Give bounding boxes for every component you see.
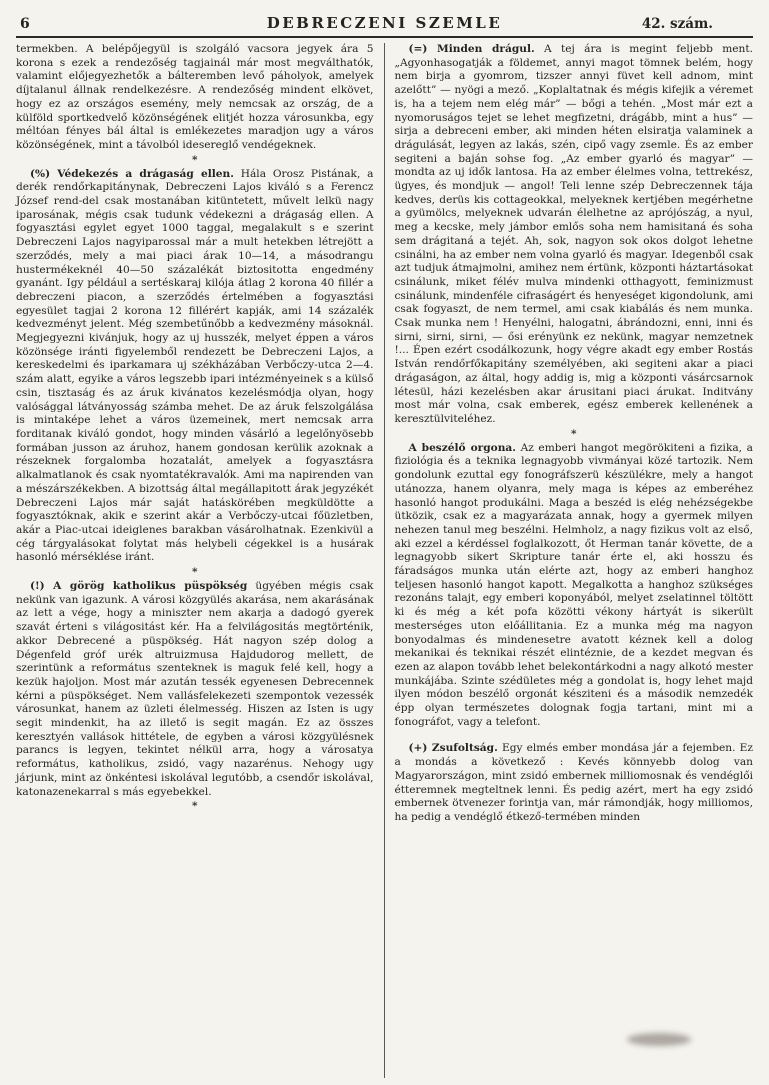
article-body: Az emberi hangot megörökiteni a fizika, a fiziológia és a teknika legnagyobb vivmányai közé tartozik. Nem gondolunk ezuttal egy fonográfszerü készülékre, mely a hangot utánozza, hanem olyanra, mely maga is képes az emberéhez hasonló hangot produkálni. Maga a beszéd is elég nehézségekbe ütközik, csak ez a magyarázata annak, hogy a gyermek milyen nehezen tanul meg beszélni. Helmholz, a nagy fizikus volt az első, aki ezzel a kérdéssel foglalkozott, őt Herman tanár követte, de a legnagyobb sikert Skripture tanár érte el, aki hosszu és fáradságos munka után elérte azt, hogy az emberi hanghoz teljesen hasonló hangot kapott. Megalkotta a hanghoz szükséges rezonáns talajt, egy emberi koponyából, melyet zselatinnel töltött ki és még a két pofa közötti vékony hártyát is sikerült mesterséges uton előállitania. Ez a munka még ma nagyon bonyodalmas és mindenesetre avatott kéznek kell a dolog mekanikai és teknikai részét elintéznie, de a kezdet megvan és ezen az alapon tovább lehet belekontárkodni a nagy alkotó mester munkájába. Szinte szédületes még a gondolat is, hogy lehet majd ilyen módon beszélő orgonát késziteni és a második nemzedék épp olyan természetes dolognak fogja tartani, mint mi a fonográfot, vagy a telefont. (394, 441, 753, 728)
article-vedekezes-a-dragasag-ellen (16, 168, 374, 565)
article-gorog-katholikus-puspokseg (16, 580, 374, 799)
article-continuation: termekben. A belépőjegyül is szolgáló vacsora jegyek ára 5 korona s ezek a rendezőség tagjainál már most megválthatók, valamint előjegyezhetők a bálteremben levő páholyok, amelyek díjtalanul állnak rendelkezésre. A rendezőség mindent elkövet, hogy ez az országos esemény, mely nemcsak az ország, de a külföld sportkedvelő közönségének elitjét hozza városunkba, egy méltóan fényes bál által is emlékezetes maradjon ugy a város közönségének, mint a távolból idesereglő vendégeknek. (16, 43, 374, 151)
article-lead: (%) Védekezés a drágaság ellen. (30, 167, 234, 180)
section-separator: * (191, 566, 198, 579)
article-lead: A beszélő orgona. (408, 441, 516, 454)
section-separator: * (191, 800, 198, 813)
page-header (14, 10, 755, 35)
article-lead: (!) A görög katholikus püspökség (30, 580, 248, 593)
article-body: Egy elmés ember mondása jár a fejemben. Ez a mondás a következő : Kevés könnyebb dolog van Magyarországon, mint zsidó embernek milliomosnak és vendéglői étteremnek megteltnek lenni. És pedig azért, mert ha egy zsidó embernek ötvenezer forintja van, már rámondják, hogy milliomos, ha pedig a vendéglő étkező-termében minden (394, 742, 753, 823)
article-lead: (+) Zsufoltság. (408, 742, 498, 755)
section-separator: * (191, 153, 198, 166)
section-separator: * (570, 427, 577, 440)
article-body: A tej ára is megint feljebb ment. „Agyonhasogatják a földemet, annyi magot tömnek belém, hogy nem birja a gyomrom, tizszer annyi füvet kell adnom, mint azelőtt” — nyögi a mező. „Koplaltatnak és mégis kifejik a véremet is, ha a tejem nem elég már” — bőgi a tehén. „Most már ezt a nyomoruságos tejet se lehet megfizetni, drágább, mint a hus” — sirja a debreceni ember, aki minden héten elsiratja valaminek a drágulását, legyen az lakás, szén, cipő vagy zsemle. És az ember segiteni a baján sohse fog. „Az ember gyarló és magyar” — mondta az uj idők lantosa. Ha az ember élelmes volna, tettrekész, ügyes, és mondjuk — angol! Teli lenne szép Debreczennek tája kedves, derüs kis cottageokkal, melyeknek kertjében megérhetne a gyümölcs, melyeknek udvarán élelhetne az aprójószág, a nyul, meg a kecske, mely jámbor emlős soha nem hamisitaná és soha sem drágitaná a tejét. Ah, sok, nagyon sok okos dolgot lehetne csinálni, ha az ember nem volna gyarló és magyar. Idegenből csak azt tudjuk átmajmolni, amihez nem értünk, központi háztartásokat csinálunk, miket félév mulva mindenki otthagyott, feminizmust csinálunk, mindenféle cifraságért és henyeséget kigondolunk, ami csak fogyaszt, de nem termel, ami csak kiabálás és nem munka. Csak munka nem ! Henyélni, halogatni, ábrándozni, enni, inni és sirni, sirni, sirni, — ősi erényünk ez nekünk, magyar nemzetnek !... Épen ezért csodálkozunk, hogy végre akadt egy ember Rostás István rendőrfőkapitány személyében, aki segiteni akar a piaci drágaságon, az által, hogy addig is, mig a központi vásárcsarnok létesül, házi kezelésben akar árusitani piaci árukat. Inditvány most már volna, csak emberek, egész emberek kellenének a keresztülviteléhez. (394, 43, 753, 425)
issue-number: 42. szám. (641, 16, 713, 32)
article-beszelo-orgona (395, 442, 754, 730)
page-number: 6 (20, 16, 30, 32)
article-body: Hála Orosz Pistának, a derék rendőrkapitánynak, Debreczeni Lajos kiváló s a Ferencz József rend-del csak mostanában kitüntetett, művelt lelkü nagy iparosának, mégis csak tudunk védekezni a drágaság ellen. A fogyasztási egylet egyet 1000 taggal, megalakult s e szerint Debreczeni Lajos nagyiparossal már a mult hetekben létrejött a szerződés, mely a mai piaci árak 10—14, a másodrangu hustermékeknél 40—50 százalékát biztositotta engedmény gyanánt. Igy például a sertéskaraj kilója átlag 2 korona 40 fillér a debreczeni piacon, a szerződés értelmében a fogyasztási egyesület tagjai 2 korona 12 fillérért kapják, ami 14 százalék kedvezményt jelent. Még szembetűnőbb a kedvezmény másoknál. Megjegyezni kivánjuk, hogy az uj husszék, melyet éppen a város közönsége iránti figyelemből rendezett be Debreczeni Lajos, a kereskedelmi és iparkamara uj székházában Verbőczy-utca 2—4. szám alatt, egyike a város legszebb ipari intézményeinek s a külső csin, tisztaság és az áruk kivánatos kezelésmódja olyan, hogy valósággal látványosság számba mehet. De az áruk felszolgálása is mintaképe lehet a város üzemeinek, mert nemcsak arra forditanak kiváló gondot, hogy minden vásárló a legelőnyösebb formában jusson az áruhoz, hanem gondosan kerülik azoknak a részeknek forgalomba hozatalát, amelyek a fogyasztásra alkalmatlanok és csak nyomtatékravalók. Ami ma napirenden van a mészárszékekben. A bizottság által megállapitott árak jegyzékét Debreczeni Lajos már saját hatáskörében megküldötte a fogyasztóknak, akik e szerint akár a Verbőczy-utcai főüzletben, akár a Piac-utcai ideiglenes barakban vásárolhatnak. Ezenkivül a cég tárgyalásokat folytat más helybeli cégekkel is a husárak hasonló mérséklése iránt. (16, 167, 374, 564)
section-gap (395, 729, 754, 742)
right-column (385, 43, 756, 1078)
left-column (14, 43, 385, 1078)
article-zsufoltsag (395, 742, 754, 824)
journal-title: DEBRECZENI SZEMLE (266, 14, 503, 32)
article-columns (14, 43, 755, 1078)
header-rule (16, 36, 753, 38)
article-minden-dragul (395, 43, 754, 427)
article-body: ügyében mégis csak nekünk van igazunk. A városi közgyülés akarása, nem akarásának az lett a vége, hogy a miniszter nem akarja a dadogó gyerek szavát érteni s világositást kér. Ha a felvilágositás megtörténik, akkor Debrecené a püspökség. Hát nagyon szép dolog a Dégenfeld gróf urék altruizmusa Hajdudorog mellett, de szerintünk a református szenteknek is maguk felé kell, hogy a kezük hajoljon. Most már azután tessék egyenesen Debrecennek kérni a püspökséget. Nem vallásfelekezeti szempontok vezessék városunkat, hanem az üzleti élelmesség. Hiszen az Isten is ugy segit mindenkit, ha az illető is segit magán. Ez az összes keresztyén vallások hittétele, de egyben a városi közgyülésnek parancs is legyen, tekintet nélkül arra, hogy a városatya református, katholikus, zsidó, vagy nazarénus. Nehogy ugy járjunk, mint az önkéntesi iskolával legutóbb, a csendőr iskolával, katonazenekarral s más egyebekkel. (16, 580, 374, 798)
article-lead: (=) Minden drágul. (408, 43, 535, 55)
